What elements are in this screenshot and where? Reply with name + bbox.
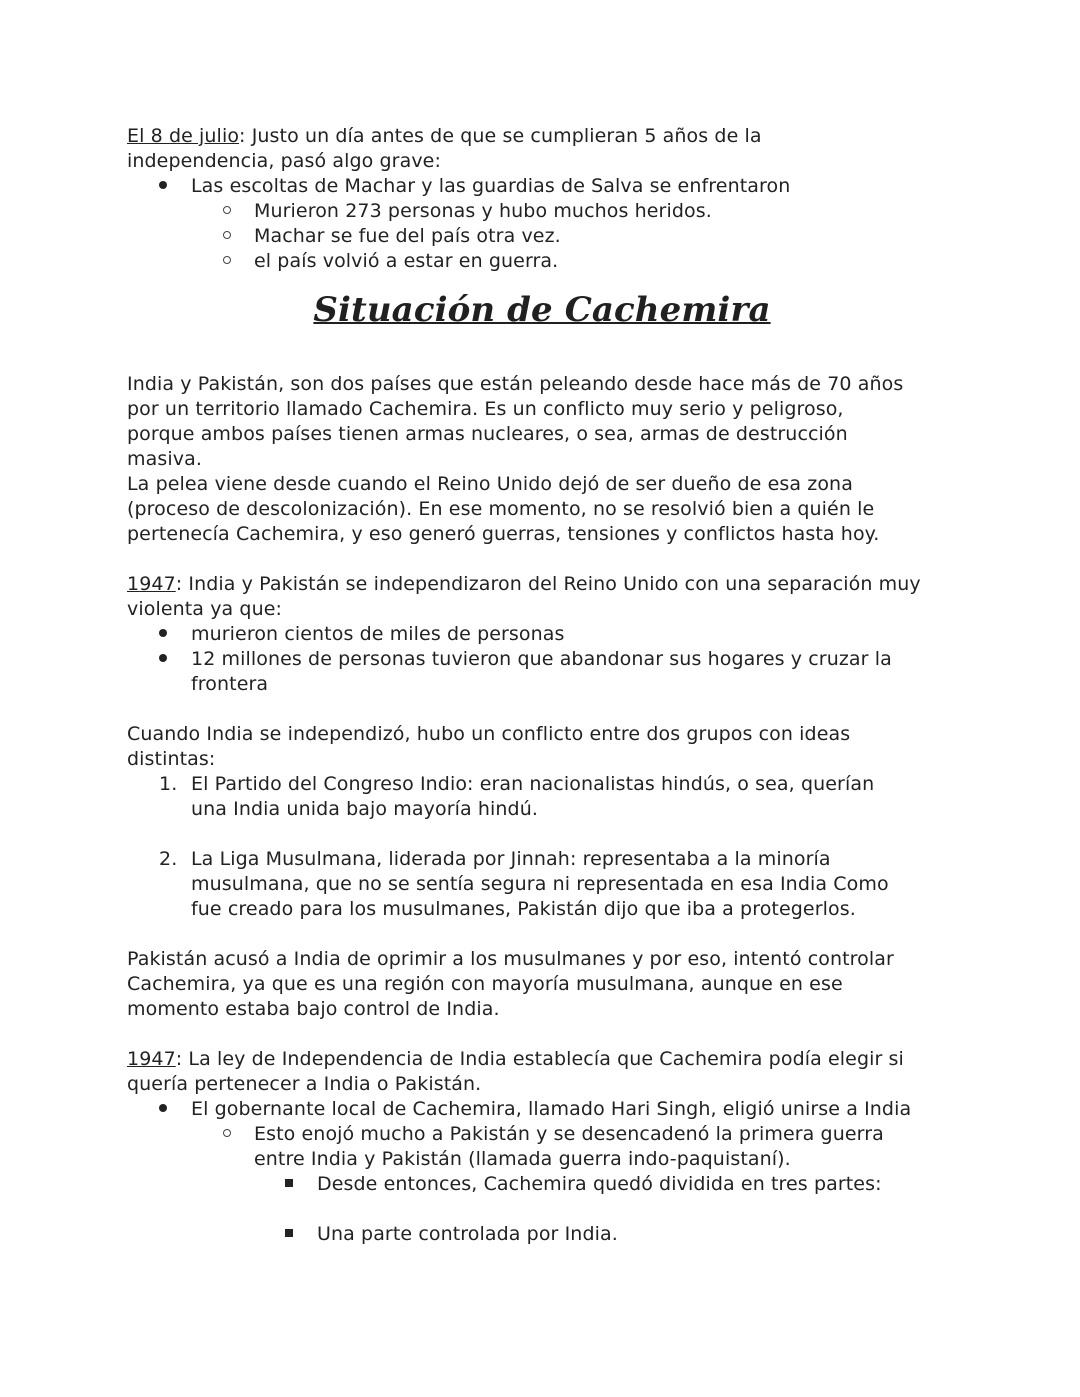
list-item: 12 millones de personas tuvieron que abandonar sus hogares y cruzar la	[127, 647, 957, 672]
bullet-disc-icon	[159, 1097, 167, 1122]
list-item: Desde entonces, Cachemira quedó dividida en tres partes:	[127, 1172, 957, 1197]
item-number: 2.	[159, 848, 178, 870]
list-item: Una parte controlada por India.	[127, 1222, 957, 1247]
date-label: El 8 de julio	[127, 125, 240, 147]
bullet-square-icon	[285, 1172, 293, 1197]
pakistan-paragraph	[127, 947, 957, 1022]
list-item: Machar se fue del país otra vez.	[127, 224, 957, 249]
bullet-disc-icon	[159, 174, 167, 199]
bullet-circle-icon	[223, 199, 231, 224]
list-item: murieron cientos de miles de personas	[127, 622, 957, 647]
paragraph-line: momento estaba bajo control de India.	[127, 998, 500, 1020]
spacer	[127, 697, 957, 722]
paragraph-line: pertenecía Cachemira, y eso generó guerras, tensiones y conflictos hasta hoy.	[127, 523, 880, 545]
section-1947-independence	[127, 572, 957, 697]
july-8-intro: El 8 de julio: Justo un día antes de que se cumplieran 5 años de la	[127, 125, 762, 147]
section-1947-law-line1: 1947: La ley de Independencia de India establecía que Cachemira podía elegir si	[127, 1048, 904, 1070]
year-label: 1947	[127, 573, 176, 595]
paragraph-line: (proceso de descolonización). En ese momento, no se resolvió bien a quién le	[127, 498, 875, 520]
list-item: Esto enojó mucho a Pakistán y se desencadenó la primera guerra	[127, 1122, 957, 1147]
groups-intro: Cuando India se independizó, hubo un conflicto entre dos grupos con ideas	[127, 723, 851, 745]
bullet-disc-icon	[159, 647, 167, 672]
bullet-circle-icon	[223, 1122, 231, 1147]
spacer	[127, 1197, 957, 1222]
section-1947-line2: violenta ya que:	[127, 598, 283, 620]
july-8-intro-line2: independencia, pasó algo grave:	[127, 150, 441, 172]
groups-intro: distintas:	[127, 748, 216, 770]
paragraph-line: India y Pakistán, son dos países que están peleando desde hace más de 70 años	[127, 373, 904, 395]
list-item-continuation: frontera	[191, 673, 269, 695]
bullet-circle-icon	[223, 249, 231, 274]
list-item: el país volvió a estar en guerra.	[127, 249, 957, 274]
bullet-circle-icon	[223, 224, 231, 249]
paragraph-line: porque ambos países tienen armas nucleares, o sea, armas de destrucción	[127, 423, 848, 445]
item-number: 1.	[159, 773, 178, 795]
intro-paragraph	[127, 372, 957, 547]
list-item-continuation: entre India y Pakistán (llamada guerra indo-paquistaní).	[254, 1148, 791, 1170]
spacer	[127, 547, 957, 572]
list-item: Murieron 273 personas y hubo muchos heridos.	[127, 199, 957, 224]
list-item: El gobernante local de Cachemira, llamado Hari Singh, eligió unirse a India	[127, 1097, 957, 1122]
spacer	[127, 1022, 957, 1047]
numbered-item-continuation: fue creado para los musulmanes, Pakistán dijo que iba a protegerlos.	[191, 898, 856, 920]
numbered-item-continuation: una India unida bajo mayoría hindú.	[191, 798, 538, 820]
bullet-square-icon	[285, 1222, 293, 1247]
numbered-item: 2. La Liga Musulmana, liderada por Jinnah: representaba a la minoría	[159, 848, 831, 870]
section-1947-law-line2: quería pertenecer a India o Pakistán.	[127, 1073, 482, 1095]
page-title: Situación de Cachemira	[313, 290, 771, 330]
paragraph-line: por un territorio llamado Cachemira. Es un conflicto muy serio y peligroso,	[127, 398, 844, 420]
paragraph-line: Pakistán acusó a India de oprimir a los musulmanes y por eso, intentó controlar	[127, 948, 894, 970]
paragraph-line: Cachemira, ya que es una región con mayoría musulmana, aunque en ese	[127, 973, 843, 995]
section-1947-line1: 1947: India y Pakistán se independizaron del Reino Unido con una separación muy	[127, 573, 921, 595]
paragraph-line: La pelea viene desde cuando el Reino Unido dejó de ser dueño de esa zona	[127, 473, 853, 495]
groups-section	[127, 722, 957, 922]
section-1947-law	[127, 1047, 957, 1247]
bullet-disc-icon	[159, 622, 167, 647]
numbered-item: 1. El Partido del Congreso Indio: eran nacionalistas hindús, o sea, querían	[159, 773, 875, 795]
list-item: Las escoltas de Machar y las guardias de Salva se enfrentaron	[127, 174, 957, 199]
paragraph-line: masiva.	[127, 448, 202, 470]
spacer	[127, 822, 957, 847]
document-page	[127, 124, 957, 1247]
numbered-item-continuation: musulmana, que no se sentía segura ni representada en esa India Como	[191, 873, 889, 895]
year-label: 1947	[127, 1048, 176, 1070]
july-8-section	[127, 124, 957, 274]
spacer	[127, 922, 957, 947]
